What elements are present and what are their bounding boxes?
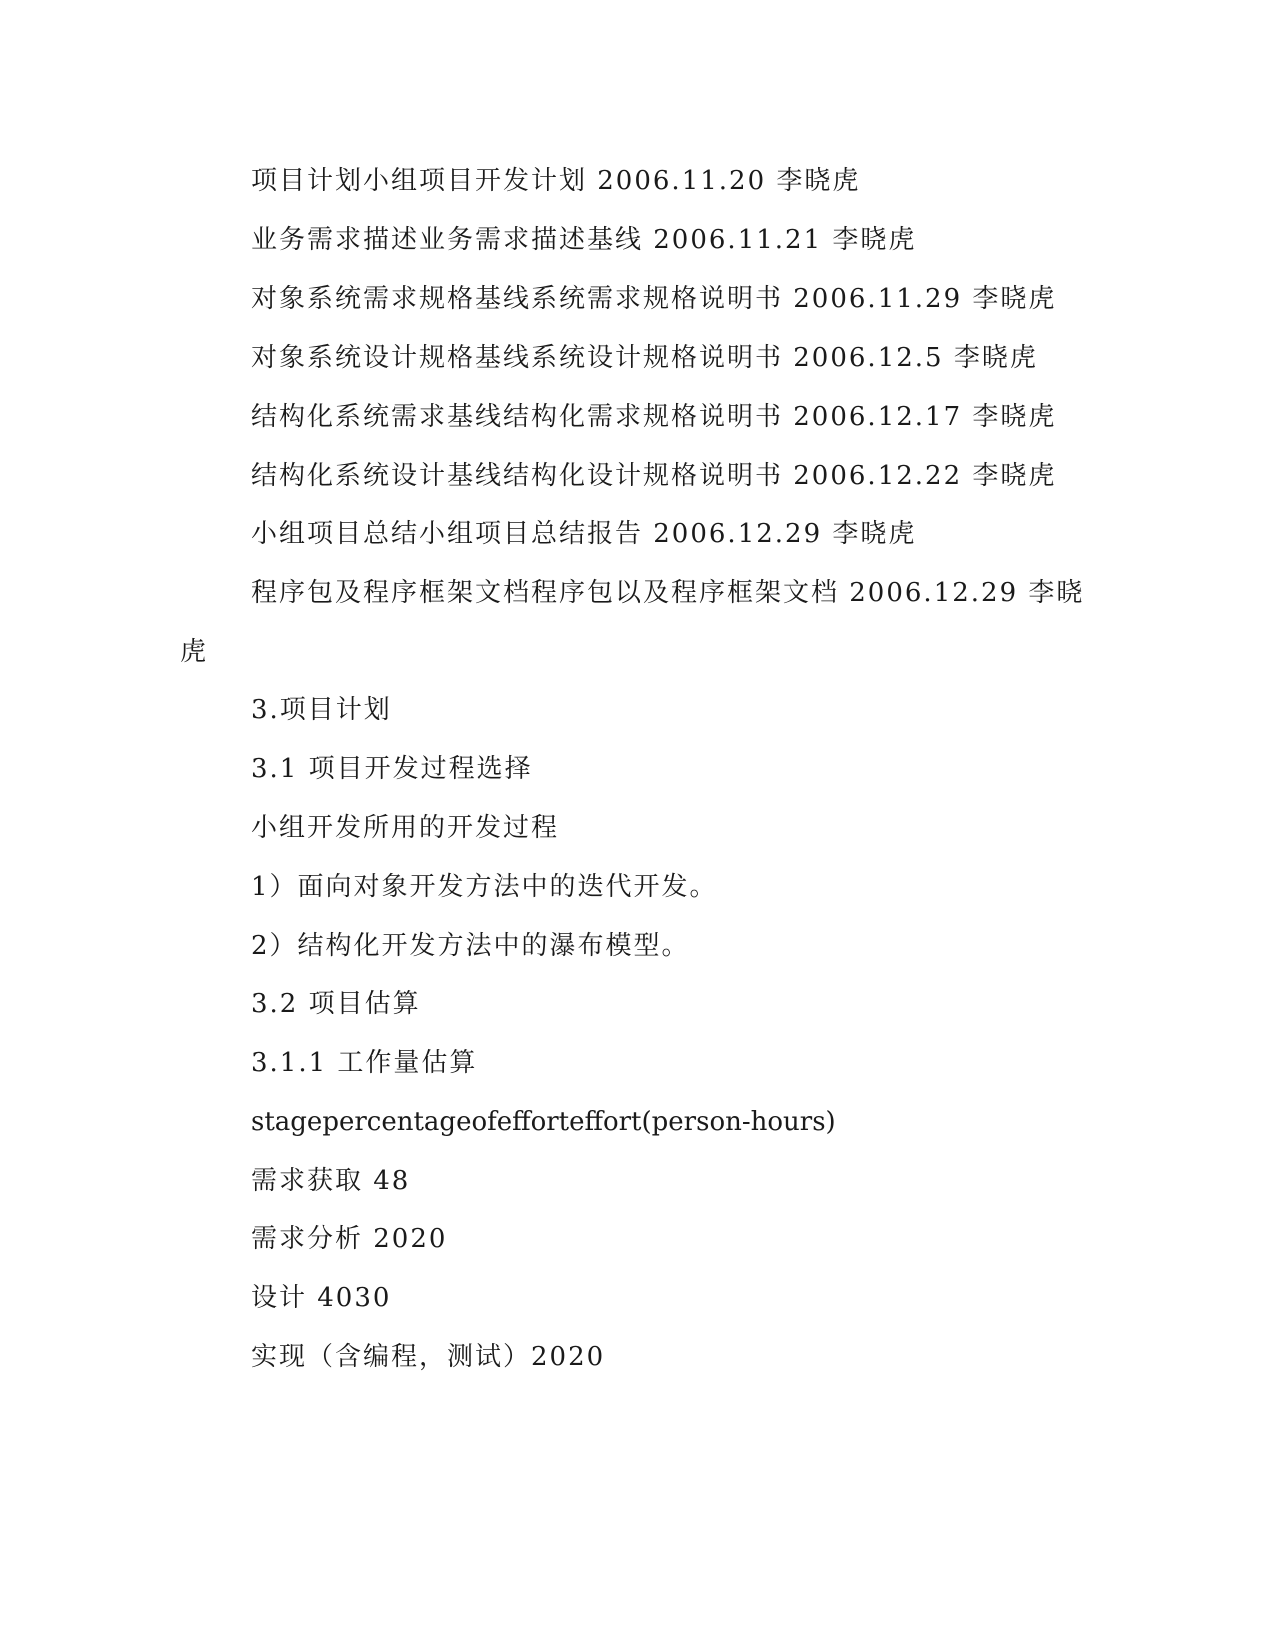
text-line: 业务需求描述业务需求描述基线 2006.11.21 李晓虎 xyxy=(251,225,917,255)
text-line: 结构化系统设计基线结构化设计规格说明书 2006.12.22 李晓虎 xyxy=(251,461,1057,491)
table-header-text: stagepercentageofefforteffort(person-hours) xyxy=(251,1107,836,1137)
section-heading: 3.项目计划 xyxy=(251,695,392,725)
text-line: 小组开发所用的开发过程 xyxy=(251,813,560,843)
text-line: 程序包及程序框架文档程序包以及程序框架文档 2006.12.29 李晓 xyxy=(251,578,1085,608)
subsection-heading: 3.1 项目开发过程选择 xyxy=(251,754,533,784)
subsection-heading: 3.1.1 工作量估算 xyxy=(251,1048,478,1078)
list-item: 1）面向对象开发方法中的迭代开发。 xyxy=(251,872,718,902)
text-line: 结构化系统需求基线结构化需求规格说明书 2006.12.17 李晓虎 xyxy=(251,402,1057,432)
table-row-text: 实现（含编程，测试）2020 xyxy=(251,1342,606,1372)
table-row-text: 需求分析 2020 xyxy=(251,1224,448,1254)
table-row-text: 需求获取 48 xyxy=(251,1166,411,1196)
text-line: 对象系统需求规格基线系统需求规格说明书 2006.11.29 李晓虎 xyxy=(251,284,1057,314)
text-line: 项目计划小组项目开发计划 2006.11.20 李晓虎 xyxy=(251,166,861,196)
list-item: 2）结构化开发方法中的瀑布模型。 xyxy=(251,931,690,961)
subsection-heading: 3.2 项目估算 xyxy=(251,989,421,1019)
text-line: 小组项目总结小组项目总结报告 2006.12.29 李晓虎 xyxy=(251,519,917,549)
table-row-text: 设计 4030 xyxy=(251,1283,392,1313)
text-line-wrapped: 虎 xyxy=(180,637,209,667)
text-line: 对象系统设计规格基线系统设计规格说明书 2006.12.5 李晓虎 xyxy=(251,343,1038,373)
